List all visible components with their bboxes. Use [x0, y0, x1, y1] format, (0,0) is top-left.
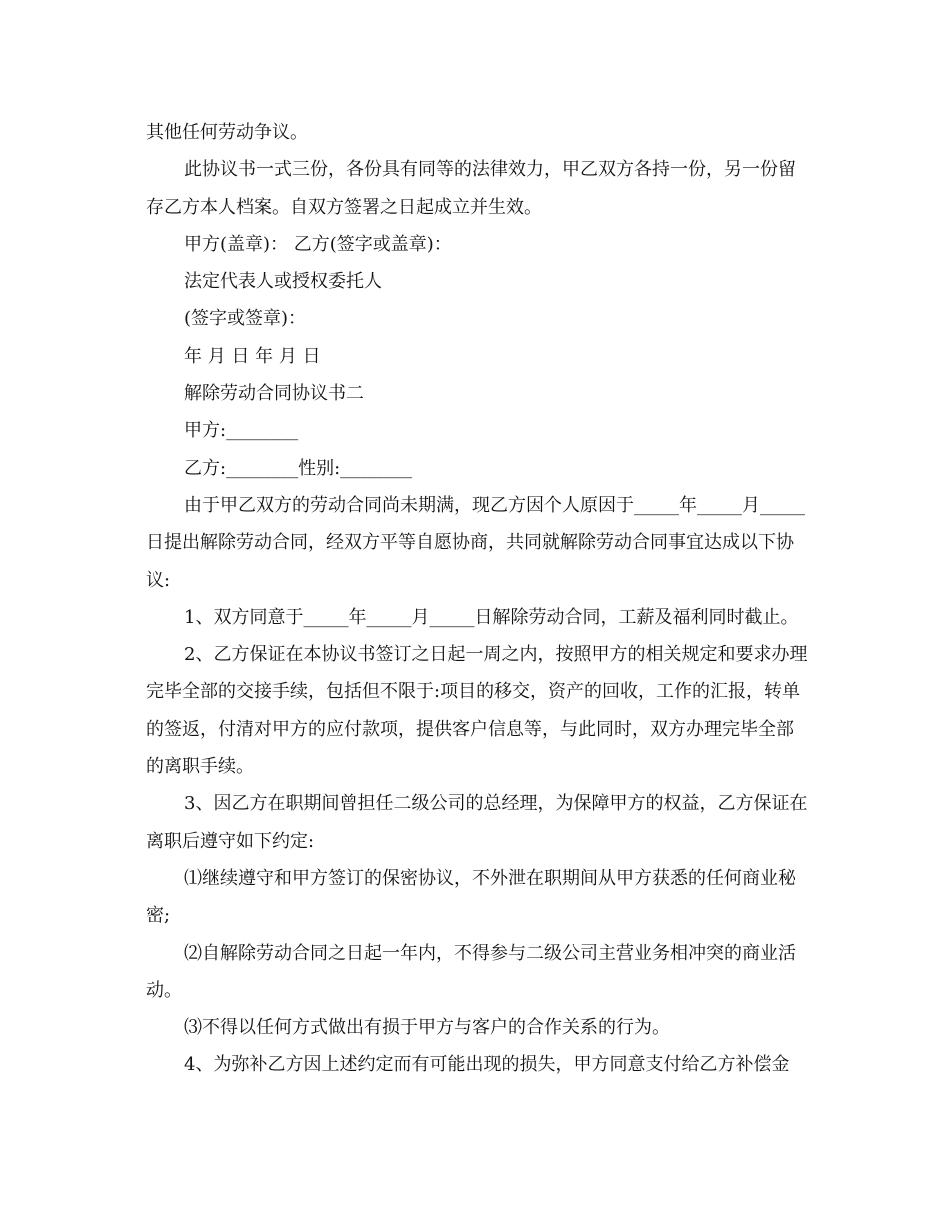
paragraph-copies-clause: 此协议书一式三份，各份具有同等的法律效力，甲乙双方各持一份，另一份留存乙方本人档案。自双方签署之日起成立并生效。	[146, 159, 796, 218]
clause-3: 3、因乙方在职期间曾担任二级公司的总经理，为保障甲方的权益，乙方保证在离职后遵守如下约定:	[146, 793, 808, 852]
clause-1: 1、双方同意于_____年_____月_____日解除劳动合同，工薪及福利同时截止。	[184, 606, 799, 628]
clause-4: 4、为弥补乙方因上述约定而有可能出现的损失，甲方同意支付给乙方补偿金	[184, 1054, 790, 1076]
paragraph-preamble: 由于甲乙双方的劳动合同尚未期满，现乙方因个人原因于_____年_____月_____日提出解除劳动合同，经双方平等自愿协商，共同就解除劳动合同事宜达成以下协议:	[146, 494, 805, 591]
section-title: 解除劳动合同协议书二	[184, 383, 364, 405]
party-b-field: 乙方:________性别:________	[184, 457, 413, 479]
signature-party-line: 甲方(盖章)： 乙方(签字或盖章)：	[184, 233, 452, 255]
paragraph-continuation: 其他任何劳动争议。	[146, 122, 308, 143]
party-a-field: 甲方:________	[184, 420, 299, 442]
clause-2: 2、乙方保证在本协议书签订之日起一周之内，按照甲方的相关规定和要求办理完毕全部的交接手续，包括但不限于:项目的移交，资产的回收，工作的汇报，转单的签返，付清对甲方的应付款项，提供客户信息等，与此同时，双方办理完毕全部的离职手续。	[146, 644, 808, 778]
clause-3-item-3: ⑶不得以任何方式做出有损于甲方与客户的合作关系的行为。	[184, 1017, 670, 1039]
legal-representative-line: 法定代表人或授权委托人	[184, 271, 382, 293]
clause-3-item-2: ⑵自解除劳动合同之日起一年内，不得参与二级公司主营业务相冲突的商业活动。	[146, 942, 796, 1001]
date-line: 年 月 日 年 月 日	[184, 345, 321, 367]
clause-3-item-1: ⑴继续遵守和甲方签订的保密协议，不外泄在职期间从甲方获悉的任何商业秘密;	[146, 867, 796, 927]
signature-note-line: (签字或签章)：	[184, 308, 307, 330]
document-body	[146, 114, 811, 1084]
